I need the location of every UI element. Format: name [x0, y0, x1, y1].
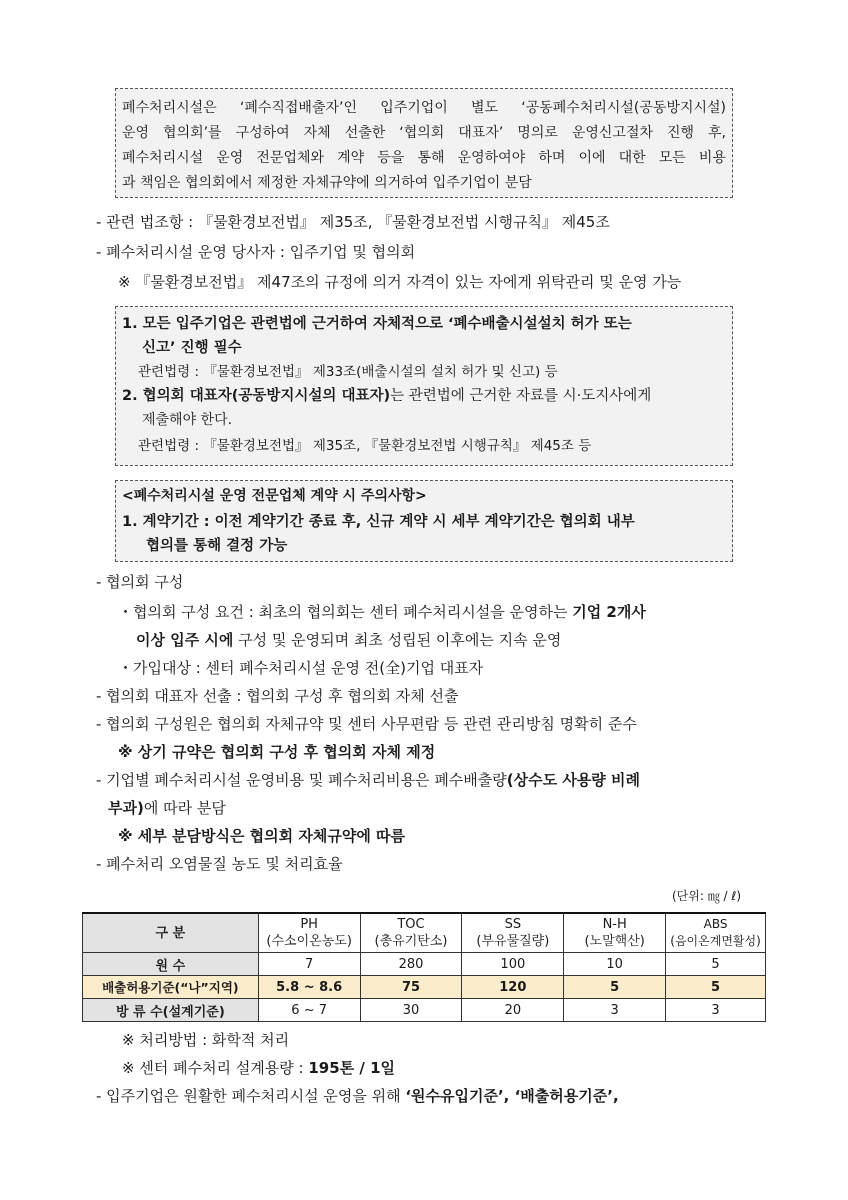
- table-cell: 75: [360, 976, 462, 999]
- header-ss: [462, 913, 564, 953]
- header-ss-code: SS: [504, 917, 522, 932]
- header-toc: [360, 913, 462, 953]
- table-row: [83, 999, 766, 1022]
- last-text: - 입주기업은 원활한 폐수처리시설 운영을 위해: [96, 1087, 406, 1105]
- law-reference: - 관련 법조항 : 『물환경보전법』 제35조, 『물환경보전법 시행규칙』 제45조: [96, 213, 610, 231]
- summary-line-1: 폐수처리시설은 ‘폐수직접배출자’인 입주기업이 별도 ‘공동폐수처리시설(공동방지시설): [122, 100, 726, 116]
- table-cell: 5: [666, 953, 766, 976]
- capacity-bold: 195톤 / 1일: [308, 1059, 396, 1077]
- table-header-row: [83, 913, 766, 953]
- table-cell: 3: [564, 999, 666, 1022]
- header-toc-code: TOC: [397, 917, 425, 932]
- req-item1-line-b: 신고’ 진행 필수: [142, 340, 242, 356]
- table-row-highlight: [83, 976, 766, 999]
- req-item1-law: 관련법령 : 『물환경보전법』 제33조(배출시설의 설치 허가 및 신고) 등: [138, 364, 558, 380]
- council-req-bold-2: 이상 입주 시에: [136, 631, 234, 649]
- operator-line: - 폐수처리시설 운영 당사자 : 입주기업 및 협의회: [96, 243, 416, 261]
- council-heading: - 협의회 구성: [96, 573, 184, 591]
- table-cell: 5.8 ~ 8.6: [258, 976, 360, 999]
- table-cell: 5: [564, 976, 666, 999]
- council-members: ・가입대상 : 센터 폐수처리시설 운영 전(全)기업 대표자: [118, 659, 484, 677]
- header-nh: [564, 913, 666, 953]
- header-ph: [258, 913, 360, 953]
- header-nh-desc: (노말핵산): [584, 934, 645, 949]
- consign-note: ※ 『물환경보전법』 제47조의 규정에 의거 자격이 있는 자에게 위탁관리 및 운영 가능: [118, 273, 682, 291]
- table-cell: 5: [666, 976, 766, 999]
- summary-line-3: 폐수처리시설 운영 전문업체와 계약 등을 통해 운영하여야 하며 이에 대한 모든 비용: [122, 150, 726, 166]
- table-cell: 120: [462, 976, 564, 999]
- cost-bold: (상수도 사용량 비례: [506, 771, 640, 789]
- table-cell: 10: [564, 953, 666, 976]
- pollutant-table: [82, 912, 766, 1022]
- table-cell: 280: [360, 953, 462, 976]
- table-cell: 6 ~ 7: [258, 999, 360, 1022]
- capacity-text: ※ 센터 폐수처리 설계용량 :: [122, 1059, 309, 1077]
- table-row: [83, 953, 766, 976]
- req-item2-law: 관련법령 : 『물환경보전법』 제35조, 『물환경보전법 시행규칙』 제45조 등: [138, 438, 592, 454]
- table-cell: 7: [258, 953, 360, 976]
- last-line: [96, 1086, 619, 1106]
- req-item2-line-a: [122, 386, 651, 406]
- header-abs: [666, 913, 766, 953]
- header-corner: 구 분: [83, 913, 259, 953]
- last-bold: ‘원수유입기준’, ‘배출허용기준’,: [405, 1087, 619, 1105]
- req-item2-bold: 2. 협의회 대표자(공동방지시설의 대표자): [122, 388, 391, 404]
- comply-note: ※ 상기 규약은 협의회 구성 후 협의회 자체 제정: [118, 743, 436, 761]
- cost-note: ※ 세부 분담방식은 협의회 자체규약에 따름: [118, 827, 406, 845]
- council-req-text: ・협의회 구성 요건 : 최초의 협의회는 센터 폐수처리시설을 운영하는: [118, 603, 573, 621]
- design-capacity: [122, 1058, 395, 1078]
- table-cell: 100: [462, 953, 564, 976]
- header-ss-desc: (부유물질량): [476, 934, 550, 949]
- header-ph-desc: (수소이온농도): [266, 934, 352, 949]
- unit-label: (단위: ㎎ / ℓ): [672, 889, 742, 903]
- header-nh-code: N-H: [602, 917, 627, 932]
- req-item1-line-a: 1. 모든 입주기업은 관련법에 근거하여 자체적으로 ‘폐수배출시설설치 허가 또는: [122, 316, 632, 332]
- council-req-rest: 구성 및 운영되며 최초 성립된 이후에는 지속 운영: [233, 631, 562, 649]
- header-abs-code: ABS: [703, 917, 728, 931]
- header-abs-desc: (음이온계면활성): [670, 934, 761, 948]
- council-req-bold: 기업 2개사: [572, 603, 646, 621]
- comply-line: - 협의회 구성원은 협의회 자체규약 및 센터 사무편람 등 관련 관리방침 명확히 준수: [96, 715, 637, 733]
- row-label: 배출허용기준(“나”지역): [83, 976, 259, 999]
- table-cell: 20: [462, 999, 564, 1022]
- table-cell: 30: [360, 999, 462, 1022]
- summary-line-2: 운영 협의회’를 구성하여 자체 선출한 ‘협의회 대표자’ 명의로 운영신고절차 진행 후,: [122, 125, 726, 141]
- council-requirement-a: [118, 602, 646, 622]
- cost-line-a: [96, 770, 640, 790]
- row-label: 방 류 수(설계기준): [83, 999, 259, 1022]
- header-ph-code: PH: [300, 917, 318, 932]
- pollutant-heading: - 폐수처리 오염물질 농도 및 처리효율: [96, 855, 343, 873]
- representative-line: - 협의회 대표자 선출 : 협의회 구성 후 협의회 자체 선출: [96, 687, 459, 705]
- summary-line-4: 과 책임은 협의회에서 제정한 자체규약에 의거하여 입주기업이 분담: [122, 175, 532, 191]
- council-requirement-b: [136, 630, 561, 650]
- header-toc-desc: (총유기탄소): [374, 934, 448, 949]
- cost-bold-2: 부과): [108, 799, 144, 817]
- cost-rest: 에 따라 분담: [143, 799, 226, 817]
- row-label: 원 수: [83, 953, 259, 976]
- cost-text: - 기업별 폐수처리시설 운영비용 및 폐수처리비용은 폐수배출량: [96, 771, 507, 789]
- caution-item1-line-b: 협의를 통해 결정 가능: [146, 538, 288, 554]
- req-item2-line-b: 제출해야 한다.: [142, 412, 233, 428]
- caution-title: <폐수처리시설 운영 전문업체 계약 시 주의사항>: [122, 488, 427, 504]
- req-item2-rest: 는 관련법에 근거한 자료를 시·도지사에게: [390, 388, 652, 404]
- treatment-method: ※ 처리방법 : 화학적 처리: [122, 1031, 290, 1049]
- caution-item1-line-a: 1. 계약기간 : 이전 계약기간 종료 후, 신규 계약 시 세부 계약기간은 협의회 내부: [122, 514, 635, 530]
- cost-line-b: [108, 798, 226, 818]
- table-cell: 3: [666, 999, 766, 1022]
